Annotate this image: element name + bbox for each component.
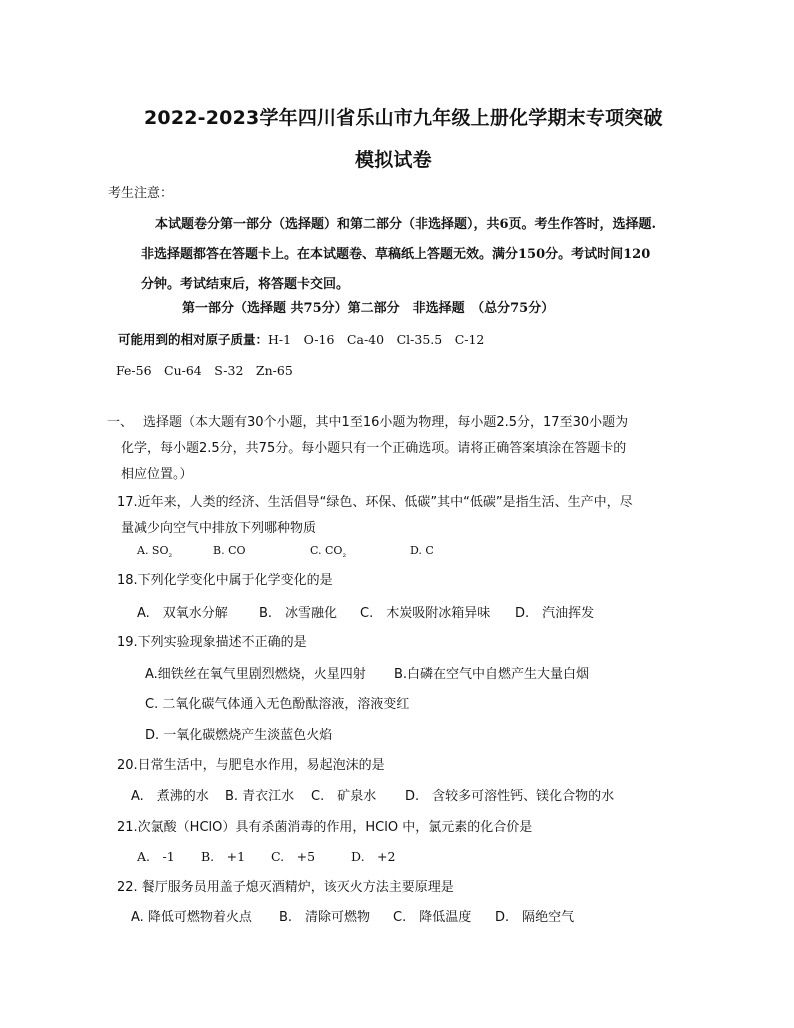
option-c: C. +5: [271, 849, 316, 864]
option-a: A. 煮沸的水: [131, 789, 209, 804]
section-instructions: 相应位置。）: [121, 467, 193, 482]
option-b: B. 冰雪融化: [259, 606, 338, 621]
option-d: D. C: [410, 544, 434, 557]
option-c: C. $CO_{_2}$: [310, 544, 347, 561]
option-a: A.细铁丝在氧气里剧烈燃烧，火星四射: [145, 667, 366, 682]
option-d: D. 汽油挥发: [515, 606, 595, 621]
question-stem: 20.日常生活中，与肥皂水作用，易起泡沫的是: [117, 758, 385, 773]
section-instructions: 化学，每小题2.5分，共75分。每小题只有一个正确选项。请将正确答案填涂在答题卡的: [121, 441, 627, 456]
option-c: C. 木炭吸附冰箱异味: [360, 606, 491, 621]
notice-line: 非选择题都答在答题卡上。在本试题卷、草稿纸上答题无效。满分150分。考试时间120: [141, 247, 651, 262]
question-stem: 21.次氯酸（HClO）具有杀菌消毒的作用，HClO 中，氯元素的化合价是: [117, 820, 533, 835]
option-b: B. 青衣江水: [225, 789, 295, 804]
option-b: B. CO: [213, 544, 246, 557]
question-stem: 19.下列实验现象描述不正确的是: [117, 635, 307, 650]
atomic-mass-label: 可能用到的相对原子质量：: [118, 332, 269, 347]
option-c: C. 二氧化碳气体通入无色酚酞溶液，溶液变红: [145, 697, 410, 712]
option-d: D. 隔绝空气: [495, 910, 575, 925]
option-b: B.白磷在空气中自燃产生大量白烟: [394, 667, 590, 682]
page-subtitle: 模拟试卷: [355, 149, 432, 171]
option-a: A. $SO_{_2}$: [137, 544, 173, 561]
atomic-mass-values-2: Fe-56 Cu-64 S-32 Zn-65: [116, 363, 293, 378]
option-d: D. 一氧化碳燃烧产生淡蓝色火焰: [145, 728, 333, 743]
section-number: 一、: [107, 415, 134, 430]
question-stem: 量减少向空气中排放下列哪种物质: [121, 521, 317, 536]
option-d: D. +2: [351, 849, 396, 864]
option-a: A. 双氧水分解: [137, 606, 228, 621]
notice-line: 分钟。考试结束后，将答题卡交回。: [141, 277, 350, 292]
option-c: C. 矿泉水: [311, 789, 377, 804]
part-heading: 第一部分（选择题 共75分）第二部分 非选择题 （总分75分）: [182, 301, 555, 316]
question-stem: 18.下列化学变化中属于化学变化的是: [117, 573, 333, 588]
page-title: 2022-2023学年四川省乐山市九年级上册化学期末专项突破: [144, 107, 663, 129]
option-a: A. 降低可燃物着火点: [131, 910, 252, 925]
option-b: B. 清除可燃物: [279, 910, 371, 925]
notice-label: 考生注意：: [108, 186, 174, 201]
option-d: D. 含较多可溶性钙、镁化合物的水: [405, 789, 615, 804]
option-a: A. -1: [137, 849, 175, 864]
question-stem: 17.近年来，人类的经济、生活倡导“绿色、环保、低碳”其中“低碳”是指生活、生产中，尽: [117, 495, 633, 510]
atomic-mass-line: [118, 330, 484, 348]
atomic-mass-values: H-1 O-16 Ca-40 Cl-35.5 C-12: [268, 332, 485, 347]
option-b: B. +1: [201, 849, 246, 864]
option-c: C. 降低温度: [393, 910, 472, 925]
question-stem: 22. 餐厅服务员用盖子熄灭酒精炉，该灭火方法主要原理是: [117, 880, 454, 895]
notice-line: 本试题卷分第一部分（选择题）和第二部分（非选择题），共6页。考生作答时，选择题.: [155, 217, 657, 232]
section-instructions: 选择题（本大题有30个小题，其中1至16小题为物理，每小题2.5分，17至30小题为: [143, 415, 629, 430]
